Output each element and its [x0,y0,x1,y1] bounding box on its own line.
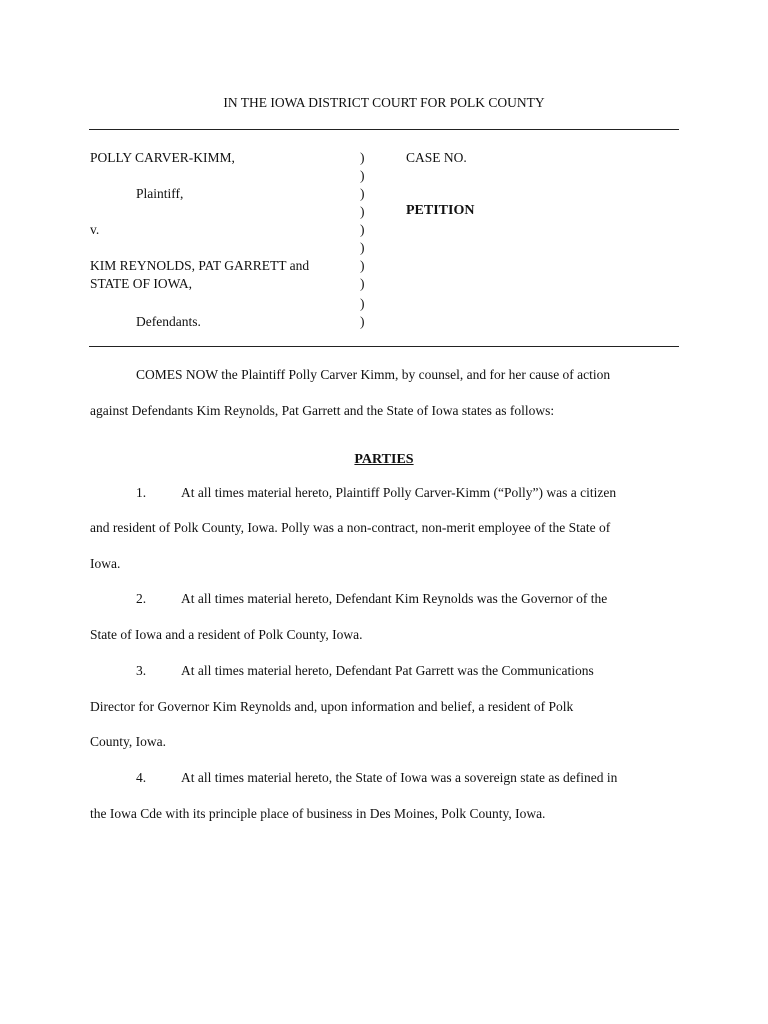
caption-paren: ) [360,296,365,311]
paragraph-line: At all times material hereto, Defendant Pat Garrett was the Communications [181,663,594,678]
caption-paren: ) [360,240,365,255]
caption-paren: ) [360,276,365,291]
paragraph-line: Director for Governor Kim Reynolds and, upon information and belief, a resident of Polk [90,699,574,714]
defendants-names-line1: KIM REYNOLDS, PAT GARRETT and [90,258,310,273]
section-heading-parties: PARTIES [354,452,414,467]
paragraph-number: 4. [136,770,147,785]
intro-line: against Defendants Kim Reynolds, Pat Garrett and the State of Iowa states as follows: [90,403,555,418]
paragraph-line: At all times material hereto, Defendant Kim Reynolds was the Governor of the [181,591,608,606]
court-title: IN THE IOWA DISTRICT COURT FOR POLK COUNTY [223,95,545,110]
paragraph-number: 2. [136,591,147,606]
paragraph-line: the Iowa Cde with its principle place of business in Des Moines, Polk County, Iowa. [90,806,546,821]
intro-line: COMES NOW the Plaintiff Polly Carver Kimm, by counsel, and for her cause of action [136,367,611,382]
plaintiff-role: Plaintiff, [136,186,184,201]
caption-paren: ) [360,168,365,183]
defendants-names-line2: STATE OF IOWA, [90,276,193,291]
caption-paren: ) [360,314,365,329]
case-number-label: CASE NO. [406,150,467,165]
caption-top-rule [89,129,679,130]
document-type-title: PETITION [406,203,475,218]
paragraph-line: At all times material hereto, the State of Iowa was a sovereign state as defined in [181,770,618,785]
paragraph-number: 3. [136,663,147,678]
paragraph-line: County, Iowa. [90,734,166,749]
caption-paren: ) [360,258,365,273]
versus-label: v. [90,222,100,237]
caption-paren: ) [360,186,365,201]
paragraph-number: 1. [136,485,147,500]
paragraph-line: and resident of Polk County, Iowa. Polly was a non-contract, non-merit employee of the State of [90,520,611,535]
defendants-role: Defendants. [136,314,201,329]
caption-bottom-rule [89,346,679,347]
paragraph-line: Iowa. [90,556,121,571]
plaintiff-name: POLLY CARVER-KIMM, [90,150,235,165]
caption-paren: ) [360,150,365,165]
paragraph-line: At all times material hereto, Plaintiff Polly Carver-Kimm (“Polly”) was a citizen [181,485,617,500]
paragraph-line: State of Iowa and a resident of Polk County, Iowa. [90,627,363,642]
caption-paren: ) [360,204,365,219]
caption-paren: ) [360,222,365,237]
